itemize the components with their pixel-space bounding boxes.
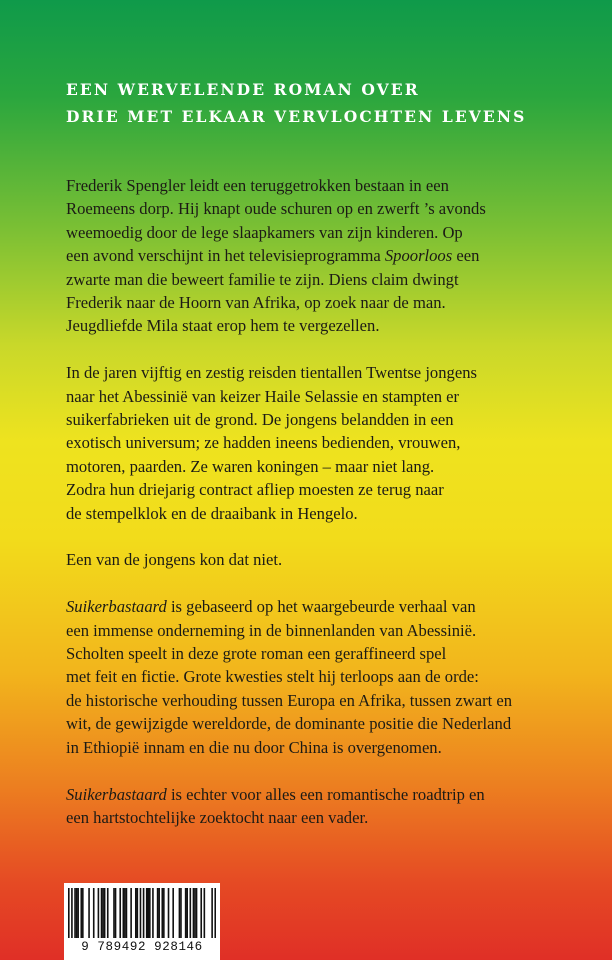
barcode-bar	[104, 888, 106, 938]
blurb-paragraph	[66, 174, 566, 338]
barcode-bar	[214, 888, 216, 938]
text-segment: Frederik naar de Hoorn van Afrika, op zoek naar de man.	[66, 293, 446, 313]
text-segment: Scholten speelt in deze grote roman een geraffineerd spel	[66, 644, 447, 664]
barcode-bars	[68, 888, 216, 938]
text-line	[66, 806, 566, 829]
text-segment: zwarte man die beweert familie te zijn. Diens claim dwingt	[66, 269, 459, 289]
text-line	[66, 197, 566, 220]
barcode-bar	[190, 888, 192, 938]
barcode-bar	[77, 888, 79, 938]
text-segment: weemoedig door de lege slaapkamers van zijn kinderen. Op	[66, 222, 463, 242]
text-segment: exotisch universum; ze hadden ineens bedienden, vrouwen,	[66, 433, 461, 453]
text-segment: Roemeens dorp. Hij knapt oude schuren op en zwerft ’s avonds	[66, 199, 486, 219]
text-segment: motoren, paarden. Ze waren koningen – maar niet lang.	[66, 456, 435, 476]
barcode-bar	[185, 888, 187, 938]
text-segment: de historische verhouding tussen Europa en Afrika, tussen zwart en	[66, 690, 513, 710]
text-line	[66, 502, 566, 525]
text-segment: naar het Abessinië van keizer Haile Selassie en stampten er	[66, 386, 460, 406]
barcode-bar	[115, 888, 117, 938]
text-segment: een immense onderneming in de binnenlanden van Abessinië.	[66, 620, 477, 640]
text-segment: is gebaseerd op het waargebeurde verhaal van	[166, 597, 476, 617]
barcode-bar	[168, 888, 170, 938]
text-line	[66, 291, 566, 314]
text-segment: in Ethiopië innam en die nu door China is overgenomen.	[66, 737, 442, 757]
headline-line-1: EEN WERVELENDE ROMAN OVER	[66, 80, 420, 99]
barcode-bar	[157, 888, 159, 938]
barcode-bar	[204, 888, 206, 938]
barcode-bar	[88, 888, 90, 938]
text-line	[66, 174, 566, 197]
text-line	[66, 408, 566, 431]
text-line	[66, 595, 566, 618]
text-segment: Een van de jongens kon dat niet.	[66, 550, 283, 570]
barcode-bar	[161, 888, 163, 938]
text-segment: In de jaren vijftig en zestig reisden tientallen Twentse jongens	[66, 363, 477, 383]
barcode-bar	[98, 888, 100, 938]
text-segment: de stempelklok en de draaibank in Hengelo.	[66, 503, 358, 523]
barcode	[64, 883, 220, 960]
barcode-bar	[76, 888, 78, 938]
barcode-bar	[196, 888, 198, 938]
isbn-number: 9 789492 928146	[81, 940, 203, 954]
text-segment: Zodra hun driejarig contract afliep moesten ze terug naar	[66, 480, 444, 500]
barcode-bar	[126, 888, 128, 938]
barcode-bar	[68, 888, 70, 938]
text-segment: suikerfabrieken uit de grond. De jongens belandden in een	[66, 410, 454, 430]
blurb-paragraph	[66, 361, 566, 525]
barcode-bar	[123, 888, 125, 938]
book-title-italic: Suikerbastaard	[66, 784, 167, 804]
barcode-bar	[146, 888, 148, 938]
text-line	[66, 712, 566, 735]
text-line	[66, 314, 566, 337]
text-line	[66, 385, 566, 408]
barcode-bar	[130, 888, 132, 938]
blurb-paragraph	[66, 595, 566, 759]
blurb-paragraph	[66, 548, 566, 571]
barcode-bar	[193, 888, 195, 938]
text-line	[66, 478, 566, 501]
text-line	[66, 783, 566, 806]
text-line	[66, 361, 566, 384]
barcode-bar	[200, 888, 202, 938]
barcode-bar	[179, 888, 181, 938]
book-title-italic: Spoorloos	[384, 246, 453, 266]
text-line	[66, 619, 566, 642]
text-segment: een	[452, 246, 480, 266]
barcode-bar	[147, 888, 149, 938]
barcode-bar	[152, 888, 154, 938]
barcode-bar	[180, 888, 182, 938]
text-line	[66, 736, 566, 759]
text-segment: wit, de gewijzigde wereldorde, de dominante positie die Nederland	[66, 714, 512, 734]
text-line	[66, 268, 566, 291]
barcode-bar	[211, 888, 213, 938]
barcode-bar	[135, 888, 137, 938]
barcode-bar	[93, 888, 95, 938]
cover-headline	[66, 76, 566, 130]
text-segment: is echter voor alles een romantische roadtrip en	[166, 784, 485, 804]
barcode-bar	[143, 888, 145, 938]
barcode-bar	[119, 888, 121, 938]
barcode-bar	[172, 888, 174, 938]
barcode-bar	[124, 888, 126, 938]
barcode-bar	[71, 888, 73, 938]
barcode-bar	[163, 888, 165, 938]
barcode-bar	[140, 888, 142, 938]
text-line	[66, 455, 566, 478]
book-title-italic: Suikerbastaard	[66, 597, 167, 617]
barcode-bar	[102, 888, 104, 938]
barcode-bar	[149, 888, 151, 938]
text-line	[66, 221, 566, 244]
barcode-bar	[101, 888, 103, 938]
text-line	[66, 665, 566, 688]
barcode-bar	[158, 888, 160, 938]
barcode-bar	[186, 888, 188, 938]
text-line	[66, 689, 566, 712]
text-line	[66, 548, 566, 571]
headline-line-2: DRIE MET ELKAAR VERVLOCHTEN LEVENS	[66, 107, 527, 126]
text-segment: Frederik Spengler leidt een teruggetrokken bestaan in een	[66, 176, 449, 195]
text-segment: een hartstochtelijke zoektocht naar een vader.	[66, 807, 369, 827]
blurb-paragraph	[66, 783, 566, 830]
text-line	[66, 244, 566, 267]
barcode-bar	[107, 888, 109, 938]
barcode-bar	[113, 888, 115, 938]
blurb-text	[66, 174, 566, 853]
text-segment: Jeugdliefde Mila staat erop hem te vergezellen.	[66, 316, 380, 336]
barcode-bar	[74, 888, 76, 938]
barcode-bar	[80, 888, 82, 938]
text-line	[66, 642, 566, 665]
text-segment: een avond verschijnt in het televisieprogramma	[66, 246, 385, 266]
barcode-bar	[82, 888, 84, 938]
text-segment: met feit en fictie. Grote kwesties stelt hij terloops aan de orde:	[66, 667, 479, 687]
text-line	[66, 431, 566, 454]
barcode-bar	[137, 888, 139, 938]
barcode-bar	[194, 888, 196, 938]
